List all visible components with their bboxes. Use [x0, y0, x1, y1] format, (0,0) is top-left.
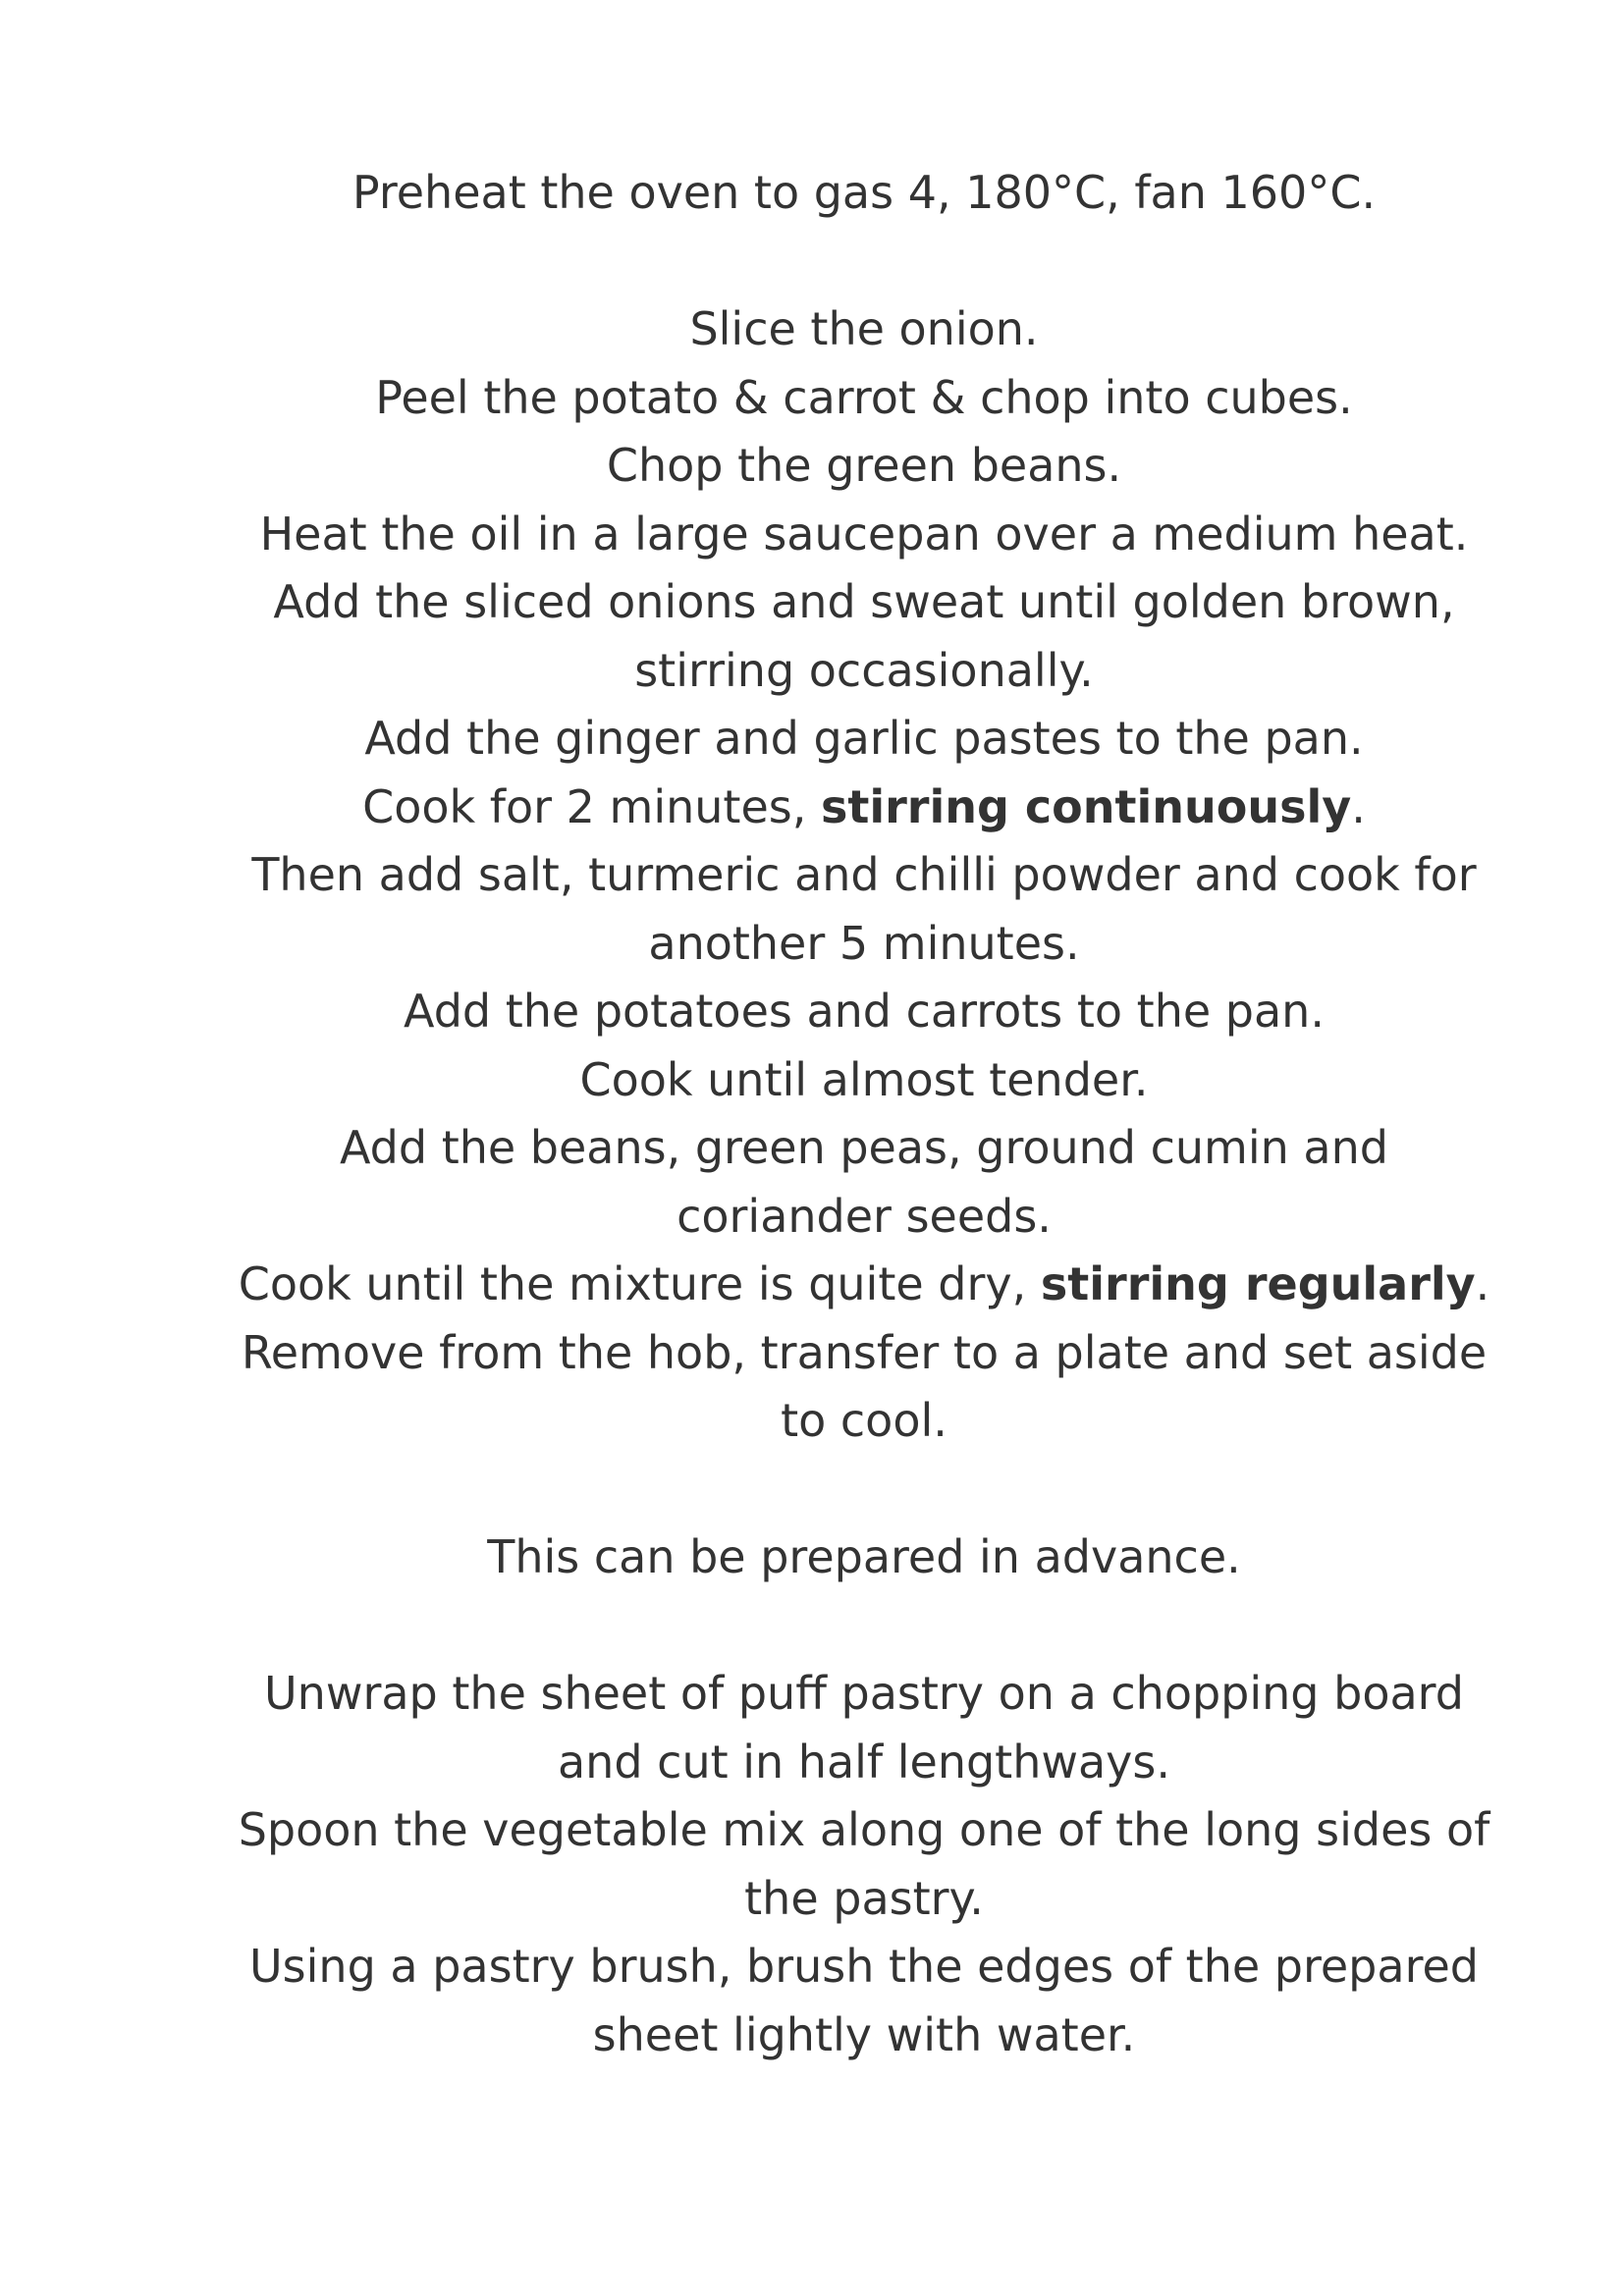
step-chop-beans: Chop the green beans. — [606, 439, 1122, 492]
step-heat-oil: Heat the oil in a large saucepan over a medium heat. — [259, 507, 1469, 561]
paragraph-gap — [236, 228, 1492, 296]
step-cook-dry — [236, 1251, 1492, 1319]
step-unwrap-pastry: Unwrap the sheet of puff pastry on a chopping board and cut in half lengthways. — [264, 1667, 1464, 1789]
recipe-method — [236, 159, 1492, 2069]
paragraph-gap — [236, 1592, 1492, 1661]
step-remove-cool: Remove from the hob, transfer to a plate and set aside to cool. — [241, 1325, 1488, 1447]
preheat-instruction: Preheat the oven to gas 4, 180°C, fan 160°C. — [352, 166, 1377, 219]
step-spoon-mix: Spoon the vegetable mix along one of the long sides of the pastry. — [238, 1803, 1490, 1925]
dry-step-end: . — [1475, 1257, 1490, 1310]
step-sweat-onions: Add the sliced onions and sweat until golden brown, stirring occasionally. — [273, 575, 1455, 697]
step-slice-onion: Slice the onion. — [689, 302, 1039, 355]
cook-step-text: Cook for 2 minutes, — [362, 779, 821, 833]
step-peel-potato: Peel the potato & carrot & chop into cubes. — [375, 370, 1353, 424]
paragraph-gap — [236, 1456, 1492, 1524]
step-brush-edges: Using a pastry brush, brush the edges of the prepared sheet lightly with water. — [249, 1940, 1479, 2061]
dry-step-emphasis: stirring regularly — [1040, 1257, 1476, 1310]
cook-step-end: . — [1351, 779, 1366, 833]
cook-step-emphasis: stirring continuously — [820, 779, 1352, 833]
step-add-spices: Then add salt, turmeric and chilli powder and cook for another 5 minutes. — [251, 848, 1477, 970]
step-add-potatoes: Add the potatoes and carrots to the pan. — [404, 985, 1325, 1038]
step-add-beans: Add the beans, green peas, ground cumin and coriander seeds. — [340, 1121, 1388, 1243]
step-add-pastes: Add the ginger and garlic pastes to the pan. — [364, 712, 1364, 765]
dry-step-text: Cook until the mixture is quite dry, — [238, 1257, 1041, 1310]
advance-note: This can be prepared in advance. — [487, 1530, 1241, 1583]
step-cook-tender: Cook until almost tender. — [579, 1052, 1149, 1106]
step-cook-two-minutes — [236, 774, 1492, 842]
